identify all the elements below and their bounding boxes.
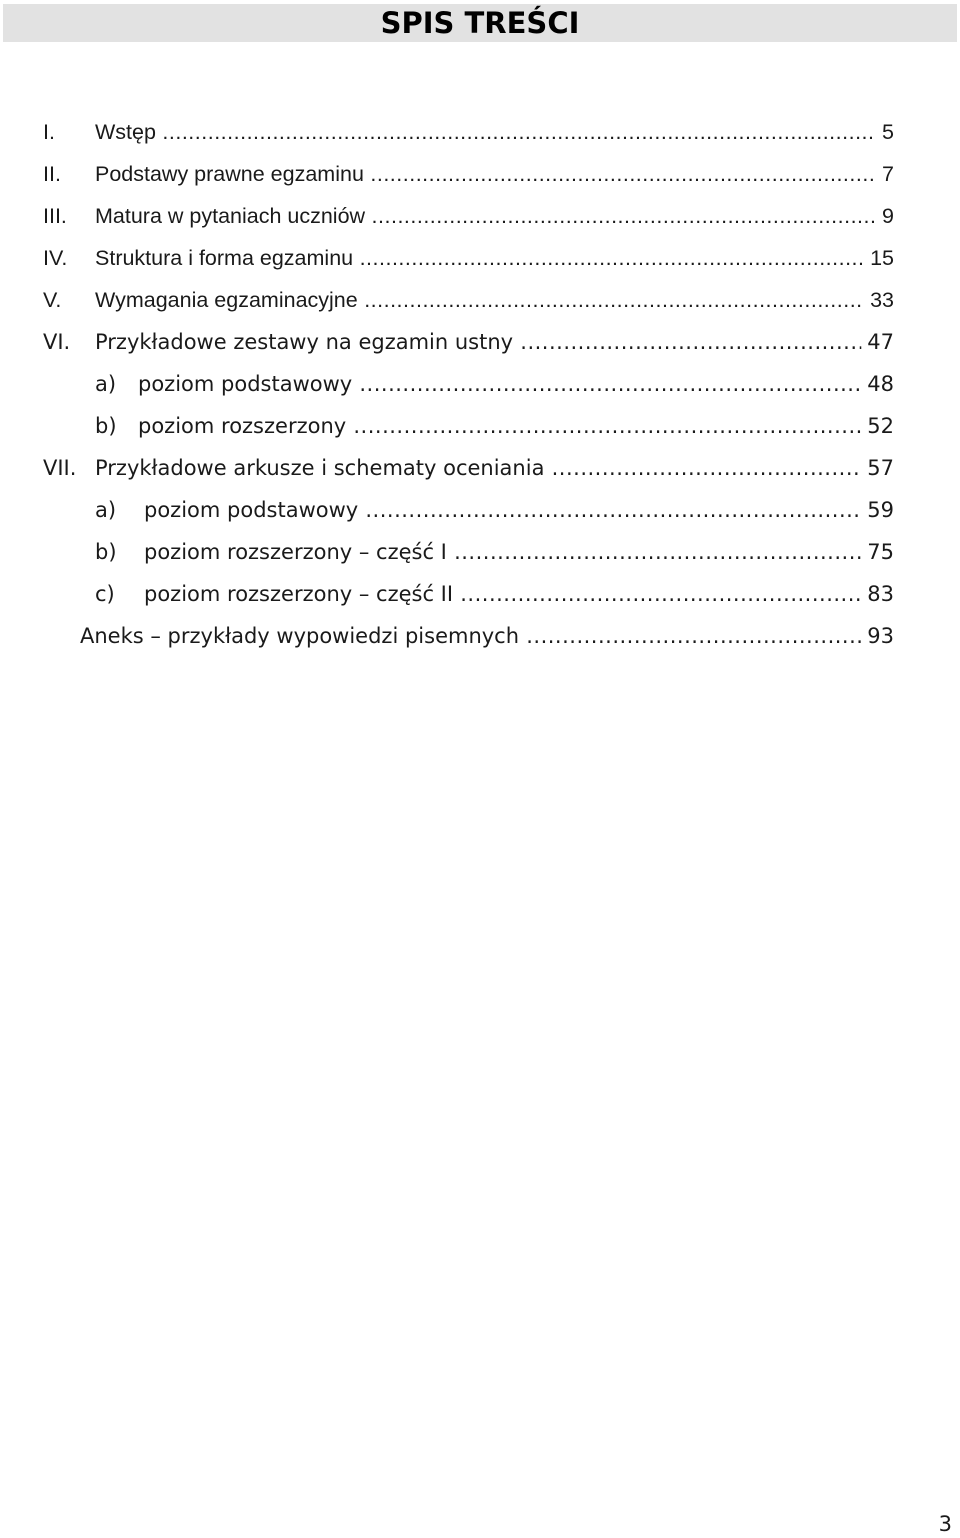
toc-subentry-label: poziom rozszerzony ..... xyxy=(138,405,894,447)
page-title: SPIS TREŚCI xyxy=(380,6,580,40)
toc-entry-wstep[interactable] xyxy=(0,111,960,153)
toc-subentry-letter: a) xyxy=(95,372,117,396)
toc-entry-page: 93 xyxy=(861,615,894,657)
toc-entry-label: Przykładowe arkusze i schematy oceniania ..... xyxy=(95,447,894,489)
toc-entry-number: VI. xyxy=(43,330,71,354)
toc-entry-page: 7 xyxy=(876,153,894,195)
toc-entry-label: Wstęp ..... xyxy=(95,111,894,153)
toc-entry-number: VII. xyxy=(43,456,77,480)
toc-subentry-ustny-podstawowy[interactable] xyxy=(0,363,960,405)
toc-subentry-arkusz-podstawowy[interactable] xyxy=(0,489,960,531)
toc-entry-wymagania[interactable] xyxy=(0,279,960,321)
toc-subentry-page: 75 xyxy=(861,531,894,573)
toc-subentry-letter: c) xyxy=(95,582,115,606)
toc-subentry-letter: a) xyxy=(95,498,117,522)
toc-subentry-label: poziom rozszerzony – część I ..... xyxy=(144,531,894,573)
toc-subentry-arkusz-rozszerzony-1[interactable] xyxy=(0,531,960,573)
toc-entry-label: Przykładowe zestawy na egzamin ustny ..... xyxy=(95,321,894,363)
toc-subentry-label: poziom podstawowy ..... xyxy=(144,489,894,531)
page-number: 3 xyxy=(938,1512,952,1536)
toc-subentry-page: 48 xyxy=(861,363,894,405)
table-of-contents xyxy=(0,111,960,657)
toc-entry-podstawy-prawne[interactable] xyxy=(0,153,960,195)
toc-entry-number: II. xyxy=(43,162,61,186)
toc-entry-label: Struktura i forma egzaminu ..... xyxy=(95,237,894,279)
toc-entry-label: Aneks – przykłady wypowiedzi pisemnych ..... xyxy=(80,615,894,657)
toc-subentry-label: poziom rozszerzony – część II ..... xyxy=(144,573,894,615)
toc-subentry-page: 83 xyxy=(861,573,894,615)
toc-entry-page: 57 xyxy=(861,447,894,489)
toc-subentry-page: 59 xyxy=(861,489,894,531)
toc-entry-page: 9 xyxy=(876,195,894,237)
toc-entry-page: 5 xyxy=(876,111,894,153)
toc-entry-zestawy-ustne[interactable] xyxy=(0,321,960,363)
toc-entry-struktura[interactable] xyxy=(0,237,960,279)
toc-entry-arkusze[interactable] xyxy=(0,447,960,489)
title-bar xyxy=(3,4,957,42)
toc-entry-matura-w-pytaniach[interactable] xyxy=(0,195,960,237)
toc-entry-page: 47 xyxy=(861,321,894,363)
toc-entry-number: I. xyxy=(43,120,55,144)
toc-subentry-letter: b) xyxy=(95,540,117,564)
toc-subentry-arkusz-rozszerzony-2[interactable] xyxy=(0,573,960,615)
toc-entry-label: Podstawy prawne egzaminu ..... xyxy=(95,153,894,195)
toc-entry-label: Matura w pytaniach uczniów ..... xyxy=(95,195,894,237)
toc-entry-aneks[interactable] xyxy=(0,615,960,657)
toc-subentry-letter: b) xyxy=(95,414,117,438)
toc-subentry-label: poziom podstawowy ..... xyxy=(138,363,894,405)
toc-entry-page: 33 xyxy=(864,279,894,321)
toc-subentry-ustny-rozszerzony[interactable] xyxy=(0,405,960,447)
toc-entry-label: Wymagania egzaminacyjne ..... xyxy=(95,279,894,321)
toc-subentry-page: 52 xyxy=(861,405,894,447)
toc-entry-number: III. xyxy=(43,204,67,228)
toc-entry-number: V. xyxy=(43,288,62,312)
toc-entry-number: IV. xyxy=(43,246,68,270)
toc-entry-page: 15 xyxy=(864,237,894,279)
